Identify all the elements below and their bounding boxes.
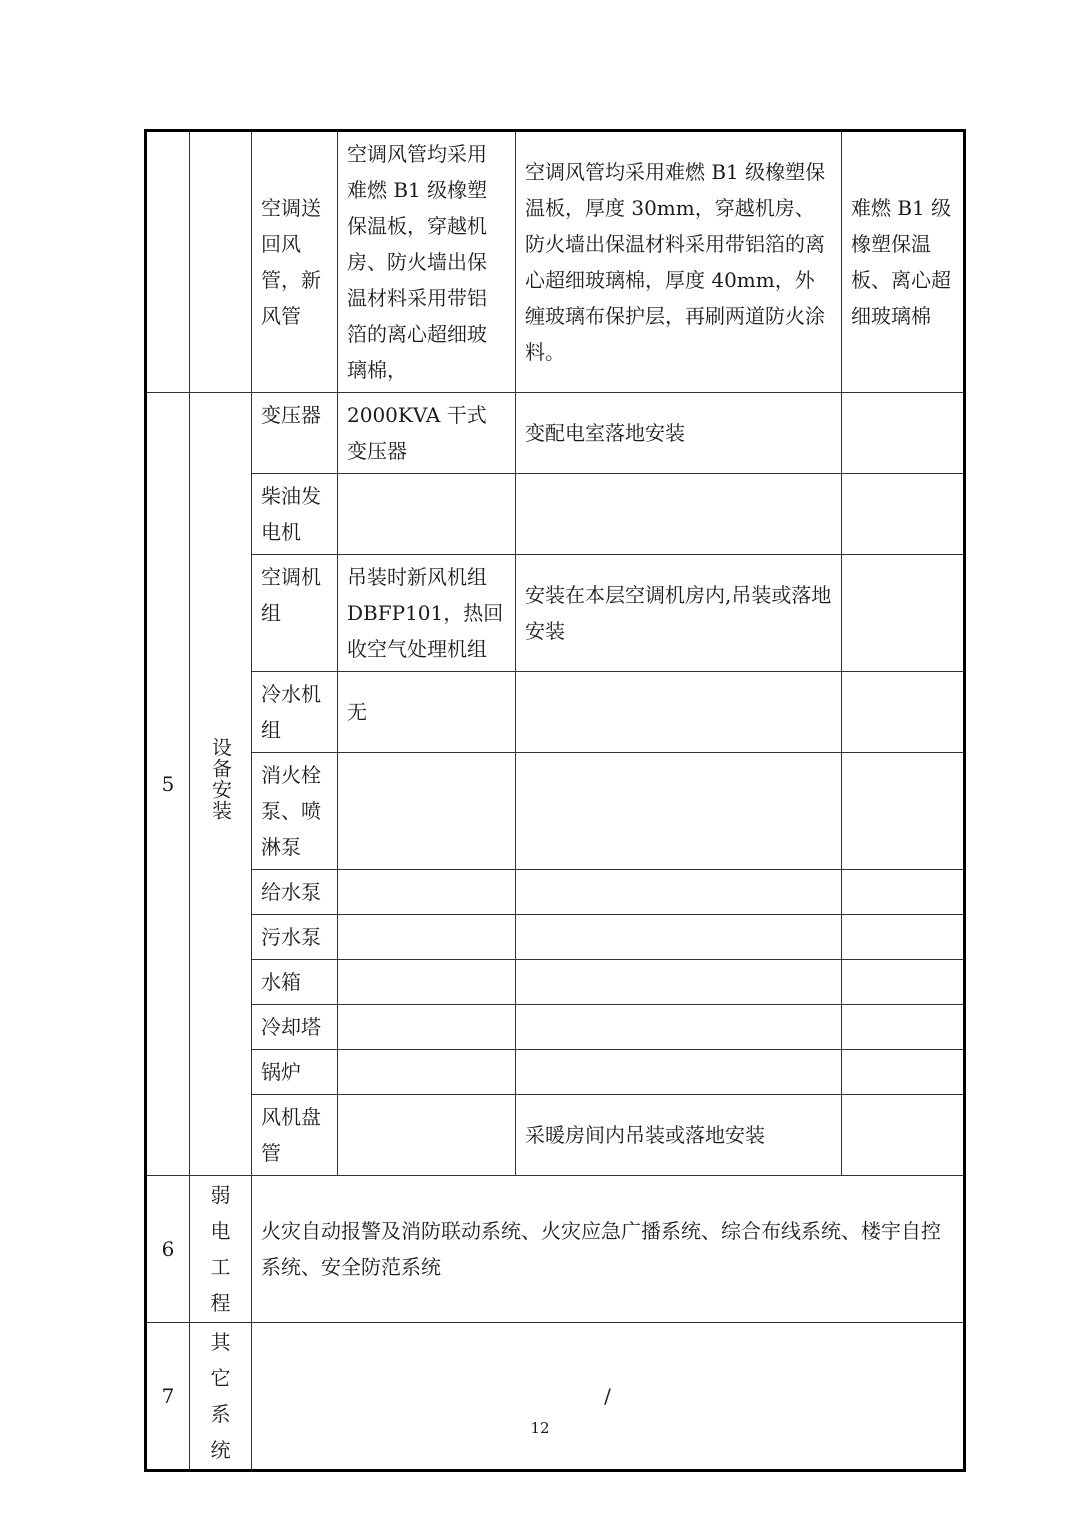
item-name: 空调机组	[252, 555, 338, 672]
table-row	[146, 131, 965, 393]
section-category-text: 设备安装	[208, 736, 233, 821]
category-char: 它	[210, 1366, 231, 1390]
item-spec	[338, 960, 516, 1005]
item-spec	[338, 870, 516, 915]
item-spec: 2000KVA 干式变压器	[338, 393, 516, 474]
item-name: 柴油发电机	[252, 474, 338, 555]
item-method: 安装在本层空调机房内,吊装或落地安装	[516, 555, 842, 672]
item-name: 冷却塔	[252, 1005, 338, 1050]
item-material	[842, 393, 965, 474]
item-spec: 空调风管均采用难燃 B1 级橡塑保温板，穿越机房、防火墙出保温材料采用带铝箔的离心超细玻璃棉，	[338, 131, 516, 393]
item-material: 难燃 B1 级橡塑保温板、离心超细玻璃棉	[842, 131, 965, 393]
item-material	[842, 915, 965, 960]
item-material	[842, 753, 965, 870]
equipment-table	[144, 129, 966, 1472]
item-name: 水箱	[252, 960, 338, 1005]
category-char: 系	[210, 1402, 231, 1426]
item-material	[842, 1005, 965, 1050]
category-char: 其	[210, 1330, 231, 1354]
item-spec	[338, 1005, 516, 1050]
item-method	[516, 1005, 842, 1050]
item-spec	[338, 753, 516, 870]
item-method: 空调风管均采用难燃 B1 级橡塑保温板，厚度 30mm，穿越机房、防火墙出保温材料采用带铝箔的离心超细玻璃棉，厚度 40mm，外缠玻璃布保护层，再刷两道防火涂料。	[516, 131, 842, 393]
item-method	[516, 672, 842, 753]
table-row	[146, 870, 965, 915]
item-name: 锅炉	[252, 1050, 338, 1095]
category-char: 弱	[210, 1183, 231, 1207]
item-method	[516, 474, 842, 555]
item-material	[842, 1095, 965, 1176]
row-number	[146, 131, 190, 393]
item-method: 变配电室落地安装	[516, 393, 842, 474]
item-material	[842, 474, 965, 555]
row-category	[190, 131, 252, 393]
table-row	[146, 672, 965, 753]
item-method	[516, 960, 842, 1005]
section-number: 7	[146, 1323, 190, 1471]
section-category	[190, 1176, 252, 1323]
item-name: 给水泵	[252, 870, 338, 915]
item-material	[842, 960, 965, 1005]
item-material	[842, 870, 965, 915]
table-row	[146, 1095, 965, 1176]
item-spec	[338, 1095, 516, 1176]
category-char: 程	[210, 1291, 231, 1315]
section-content: /	[252, 1323, 965, 1471]
item-spec	[338, 474, 516, 555]
item-material	[842, 1050, 965, 1095]
item-method	[516, 1050, 842, 1095]
table-row	[146, 1050, 965, 1095]
item-name: 污水泵	[252, 915, 338, 960]
table-row	[146, 1323, 965, 1471]
item-name: 风机盘管	[252, 1095, 338, 1176]
section-number: 6	[146, 1176, 190, 1323]
item-material	[842, 555, 965, 672]
section-number: 5	[146, 393, 190, 1176]
item-name: 变压器	[252, 393, 338, 474]
table-row	[146, 1005, 965, 1050]
item-name: 空调送回风管，新风管	[252, 131, 338, 393]
item-spec: 吊装时新风机组 DBFP101，热回收空气处理机组	[338, 555, 516, 672]
table-row	[146, 915, 965, 960]
table-row	[146, 474, 965, 555]
item-method	[516, 870, 842, 915]
item-material	[842, 672, 965, 753]
category-char: 统	[210, 1438, 231, 1462]
category-char: 工	[210, 1255, 231, 1279]
item-spec: 无	[338, 672, 516, 753]
item-method	[516, 753, 842, 870]
section-category	[190, 393, 252, 1176]
table-row	[146, 753, 965, 870]
section-content: 火灾自动报警及消防联动系统、火灾应急广播系统、综合布线系统、楼宇自控系统、安全防范系统	[252, 1176, 965, 1323]
table-row	[146, 393, 965, 474]
section-category	[190, 1323, 252, 1471]
page-number: 12	[530, 1419, 550, 1437]
item-method	[516, 915, 842, 960]
item-spec	[338, 915, 516, 960]
category-char: 电	[210, 1219, 231, 1243]
item-method: 采暖房间内吊装或落地安装	[516, 1095, 842, 1176]
table-row	[146, 1176, 965, 1323]
item-name: 消火栓泵、喷淋泵	[252, 753, 338, 870]
item-spec	[338, 1050, 516, 1095]
item-name: 冷水机组	[252, 672, 338, 753]
table-row	[146, 555, 965, 672]
table-row	[146, 960, 965, 1005]
